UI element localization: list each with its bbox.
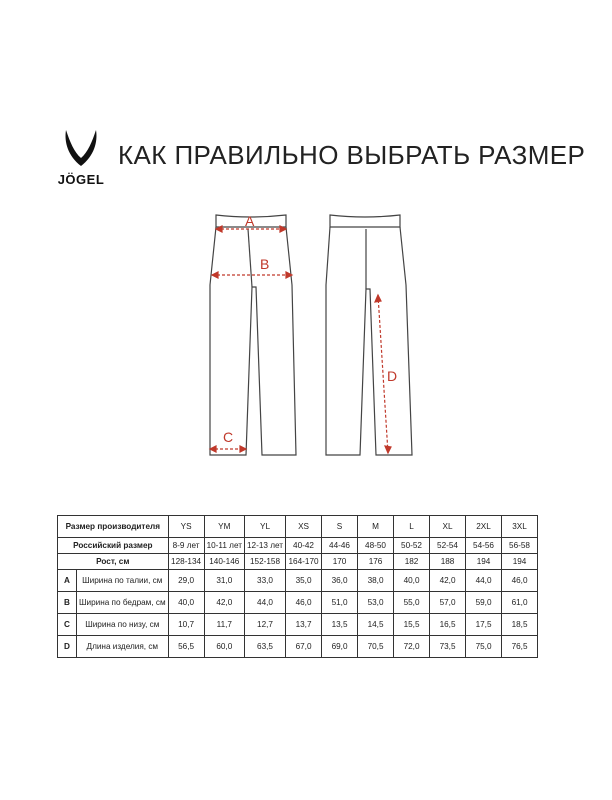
table-cell: 128-134 [168,554,204,570]
table-cell: 48-50 [358,538,394,554]
brand-logo [52,128,110,198]
table-cell: 14,5 [358,614,394,636]
table-cell: 13,5 [322,614,358,636]
table-cell: 15,5 [394,614,430,636]
table-cell: 42,0 [430,570,466,592]
table-cell: 73,5 [430,636,466,658]
table-cell: 44,0 [245,592,286,614]
table-cell: 44-46 [322,538,358,554]
table-cell: 16,5 [430,614,466,636]
table-cell: 10,7 [168,614,204,636]
row-label: Ширина по бедрам, см [77,592,169,614]
table-cell: 194 [466,554,502,570]
header-size: L [394,516,430,538]
table-cell: 35,0 [286,570,322,592]
table-cell: 40-42 [286,538,322,554]
table-cell: 72,0 [394,636,430,658]
table-row-length [58,636,538,658]
table-cell: 57,0 [430,592,466,614]
header-size: XS [286,516,322,538]
table-cell: 17,5 [466,614,502,636]
table-cell: 170 [322,554,358,570]
table-cell: 10-11 лет [204,538,244,554]
table-cell: 50-52 [394,538,430,554]
header-size: YL [245,516,286,538]
table-cell: 53,0 [358,592,394,614]
header-size: YM [204,516,244,538]
header-size: M [358,516,394,538]
dim-label-c: C [223,429,234,445]
dim-label-b: B [260,256,270,272]
dim-label-d: D [387,368,398,384]
dim-label-a: A [245,213,255,229]
table-cell: 44,0 [466,570,502,592]
table-cell: 36,0 [322,570,358,592]
table-cell: 55,0 [394,592,430,614]
table-cell: 40,0 [394,570,430,592]
table-cell: 59,0 [466,592,502,614]
dimension-b [212,272,292,278]
table-cell: 54-56 [466,538,502,554]
table-row-russian-size [58,538,538,554]
table-cell: 12-13 лет [245,538,286,554]
table-cell: 8-9 лет [168,538,204,554]
row-index: C [58,614,77,636]
header [0,0,612,200]
row-label: Длина изделия, см [77,636,169,658]
table-cell: 29,0 [168,570,204,592]
table-cell: 194 [502,554,538,570]
table-cell: 60,0 [204,636,244,658]
pants-diagram [200,205,420,475]
row-label: Ширина по низу, см [77,614,169,636]
header-size: 3XL [502,516,538,538]
table-cell: 11,7 [204,614,244,636]
table-cell: 56-58 [502,538,538,554]
pants-illustration [200,205,420,475]
header-size: XL [430,516,466,538]
row-index: D [58,636,77,658]
page-title: КАК ПРАВИЛЬНО ВЫБРАТЬ РАЗМЕР [118,140,586,170]
table-cell: 52-54 [430,538,466,554]
table-header-row [58,516,538,538]
table-cell: 69,0 [322,636,358,658]
header-size: 2XL [466,516,502,538]
header-label: Размер производителя [58,516,169,538]
table-cell: 18,5 [502,614,538,636]
pants-back [326,215,412,455]
table-cell: 31,0 [204,570,244,592]
row-index: A [58,570,77,592]
table-row-leg-opening [58,614,538,636]
table-cell: 56,5 [168,636,204,658]
table-row-height [58,554,538,570]
brand-name: JÖGEL [57,172,105,187]
table-cell: 70,5 [358,636,394,658]
swoosh-icon [62,128,100,170]
table-cell: 140-146 [204,554,244,570]
table-cell: 176 [358,554,394,570]
table-cell: 38,0 [358,570,394,592]
row-label: Российский размер [58,538,169,554]
table-cell: 75,0 [466,636,502,658]
table-cell: 61,0 [502,592,538,614]
header-size: YS [168,516,204,538]
table-cell: 13,7 [286,614,322,636]
table-cell: 152-158 [245,554,286,570]
table-row-hips [58,592,538,614]
row-index: B [58,592,77,614]
dimension-c [210,446,246,452]
table-cell: 63,5 [245,636,286,658]
table-cell: 40,0 [168,592,204,614]
table-cell: 42,0 [204,592,244,614]
table-cell: 76,5 [502,636,538,658]
table-cell: 46,0 [286,592,322,614]
table-cell: 46,0 [502,570,538,592]
table-cell: 188 [430,554,466,570]
table-cell: 51,0 [322,592,358,614]
table-cell: 33,0 [245,570,286,592]
table-cell: 164-170 [286,554,322,570]
row-label: Рост, см [58,554,169,570]
row-label: Ширина по талии, см [77,570,169,592]
table-cell: 12,7 [245,614,286,636]
pants-front [210,215,296,455]
table-cell: 182 [394,554,430,570]
size-table [57,515,538,658]
table-cell: 67,0 [286,636,322,658]
size-table-wrapper [57,515,538,658]
table-row-waist [58,570,538,592]
header-size: S [322,516,358,538]
